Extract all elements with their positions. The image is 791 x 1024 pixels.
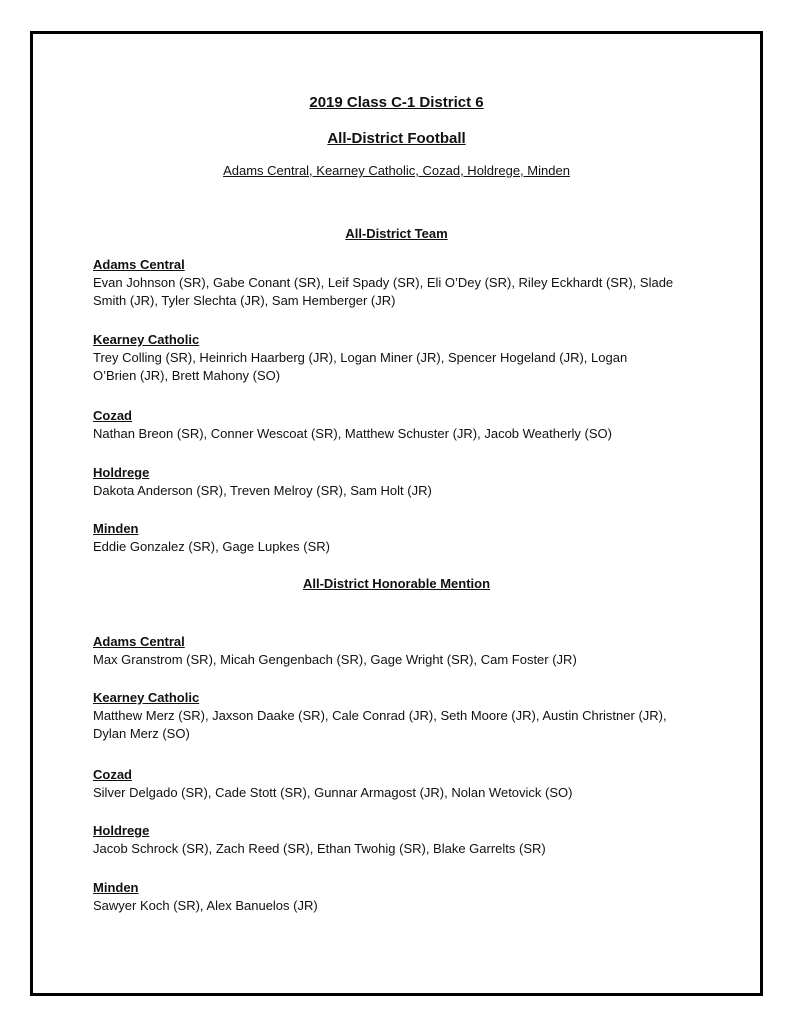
- hm-school-cozad: [93, 766, 703, 802]
- school-name: Adams Central: [93, 634, 185, 649]
- school-name: Minden: [93, 880, 139, 895]
- team-school-cozad: [93, 407, 703, 443]
- school-name: Cozad: [93, 767, 132, 782]
- player-list-line: Dakota Anderson (SR), Treven Melroy (SR), Sam Holt (JR): [93, 483, 432, 498]
- player-list-line: O’Brien (JR), Brett Mahony (SO): [93, 368, 281, 383]
- team-school-minden: [93, 520, 703, 556]
- player-list-line: Sawyer Koch (SR), Alex Banuelos (JR): [93, 898, 318, 913]
- player-list-line: Trey Colling (SR), Heinrich Haarberg (JR), Logan Miner (JR), Spencer Hogeland (JR), Logan: [93, 350, 628, 365]
- player-list-line: Dylan Merz (SO): [93, 726, 190, 741]
- page-title: 2019 Class C-1 District 6: [309, 94, 484, 111]
- school-name: Minden: [93, 521, 139, 536]
- player-list-line: Nathan Breon (SR), Conner Wescoat (SR), Matthew Schuster (JR), Jacob Weatherly (SO): [93, 426, 612, 441]
- school-name: Kearney Catholic: [93, 332, 200, 347]
- team-school-adams-central: [93, 256, 703, 310]
- player-list-line: Jacob Schrock (SR), Zach Reed (SR), Ethan Twohig (SR), Blake Garrelts (SR): [93, 841, 546, 856]
- player-list-line: Smith (JR), Tyler Slechta (JR), Sam Hemberger (JR): [93, 293, 396, 308]
- hm-school-adams-central: [93, 633, 703, 669]
- school-name: Kearney Catholic: [93, 690, 200, 705]
- honorable-mention-heading: All-District Honorable Mention: [302, 576, 491, 591]
- hm-school-kearney-catholic: [93, 689, 703, 743]
- all-district-team-heading: All-District Team: [345, 226, 448, 241]
- hm-school-holdrege: [93, 822, 703, 858]
- team-school-holdrege: [93, 464, 703, 500]
- player-list-line: Eddie Gonzalez (SR), Gage Lupkes (SR): [93, 539, 330, 554]
- hm-school-minden: [93, 879, 703, 915]
- page-subtitle: All-District Football: [327, 130, 466, 147]
- player-list-line: Evan Johnson (SR), Gabe Conant (SR), Leif Spady (SR), Eli O’Dey (SR), Riley Eckhardt (SR), Slade: [93, 275, 674, 290]
- school-name: Holdrege: [93, 465, 150, 480]
- school-name: Adams Central: [93, 257, 185, 272]
- school-name: Cozad: [93, 408, 132, 423]
- district-schools-line: Adams Central, Kearney Catholic, Cozad, Holdrege, Minden: [223, 163, 570, 178]
- school-name: Holdrege: [93, 823, 150, 838]
- team-school-kearney-catholic: [93, 331, 703, 385]
- player-list-line: Silver Delgado (SR), Cade Stott (SR), Gunnar Armagost (JR), Nolan Wetovick (SO): [93, 785, 573, 800]
- player-list-line: Max Granstrom (SR), Micah Gengenbach (SR), Gage Wright (SR), Cam Foster (JR): [93, 652, 577, 667]
- player-list-line: Matthew Merz (SR), Jaxson Daake (SR), Cale Conrad (JR), Seth Moore (JR), Austin Christner (JR),: [93, 708, 667, 723]
